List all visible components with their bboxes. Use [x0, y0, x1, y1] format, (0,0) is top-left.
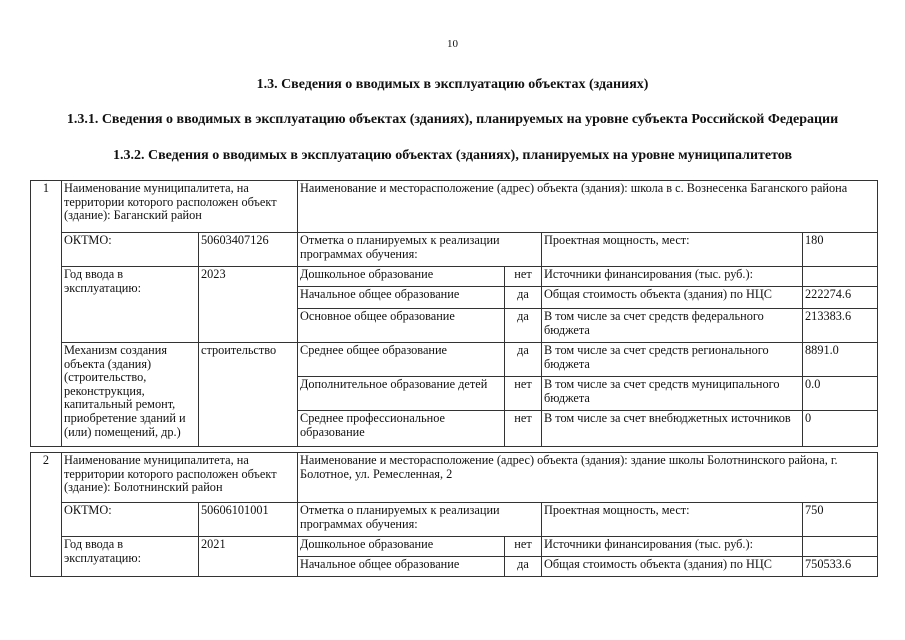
object-name-cell: Наименование и месторасположение (адрес) объекта (здания): школа в с. Вознесенка Баганского района	[298, 181, 878, 233]
program-flag: да	[505, 343, 542, 377]
program-flag: нет	[505, 411, 542, 447]
program-name: Начальное общее образование	[298, 287, 505, 309]
capacity-label: Проектная мощность, мест:	[542, 503, 803, 537]
year-label: Год ввода в эксплуатацию:	[62, 267, 199, 343]
financing-value: 8891.0	[803, 343, 878, 377]
program-row	[31, 343, 878, 377]
programs-label: Отметка о планируемых к реализации программах обучения:	[298, 503, 542, 537]
financing-label: В том числе за счет средств муниципального бюджета	[542, 377, 803, 411]
objects-table	[30, 180, 878, 447]
mechanism-label: Механизм создания объекта (здания) (строительство, реконструкция, капитальный ремонт, приобретение зданий и (или) помещений, др.)	[62, 343, 199, 447]
financing-label: В том числе за счет средств регионального бюджета	[542, 343, 803, 377]
year-value: 2021	[199, 537, 298, 577]
program-name: Среднее общее образование	[298, 343, 505, 377]
program-name: Дошкольное образование	[298, 267, 505, 287]
object-name-cell: Наименование и месторасположение (адрес) объекта (здания): здание школы Болотнинского района, г. Болотное, ул. Ремесленная, 2	[298, 453, 878, 503]
financing-value: 213383.6	[803, 309, 878, 343]
financing-label: Источники финансирования (тыс. руб.):	[542, 537, 803, 557]
object-number: 2	[31, 453, 62, 577]
section-heading-1-3-2: 1.3.2. Сведения о вводимых в эксплуатацию объектах (зданиях), планируемых на уровне муниципалитетов	[112, 148, 793, 163]
municipality-cell: Наименование муниципалитета, на территории которого расположен объект (здание): Болотнинский район	[62, 453, 298, 503]
object-number: 1	[31, 181, 62, 447]
program-flag: да	[505, 309, 542, 343]
program-flag: нет	[505, 377, 542, 411]
programs-label: Отметка о планируемых к реализации программах обучения:	[298, 233, 542, 267]
financing-value: 0	[803, 411, 878, 447]
year-label: Год ввода в эксплуатацию:	[62, 537, 199, 577]
capacity-value: 750	[803, 503, 878, 537]
financing-label: Общая стоимость объекта (здания) по НЦС	[542, 557, 803, 577]
oktmo-value: 50603407126	[199, 233, 298, 267]
program-row	[31, 267, 878, 287]
object-2-header-row	[31, 453, 878, 503]
year-value: 2023	[199, 267, 298, 343]
objects-table-continued	[30, 452, 878, 577]
program-name: Основное общее образование	[298, 309, 505, 343]
capacity-label: Проектная мощность, мест:	[542, 233, 803, 267]
oktmo-value: 50606101001	[199, 503, 298, 537]
object-1-oktmo-row	[31, 233, 878, 267]
oktmo-label: ОКТМО:	[62, 503, 199, 537]
financing-label: В том числе за счет внебюджетных источников	[542, 411, 803, 447]
program-flag: нет	[505, 267, 542, 287]
financing-value: 0.0	[803, 377, 878, 411]
oktmo-label: ОКТМО:	[62, 233, 199, 267]
financing-value: 222274.6	[803, 287, 878, 309]
mechanism-value: строительство	[199, 343, 298, 447]
program-name: Среднее профессиональное образование	[298, 411, 505, 447]
municipality-cell: Наименование муниципалитета, на территории которого расположен объект (здание): Баганский район	[62, 181, 298, 233]
object-2-oktmo-row	[31, 503, 878, 537]
program-row	[31, 537, 878, 557]
program-name: Дошкольное образование	[298, 537, 505, 557]
program-name: Дополнительное образование детей	[298, 377, 505, 411]
object-1-header-row	[31, 181, 878, 233]
financing-label: Источники финансирования (тыс. руб.):	[542, 267, 803, 287]
page-number: 10	[447, 38, 458, 50]
capacity-value: 180	[803, 233, 878, 267]
program-flag: нет	[505, 537, 542, 557]
program-flag: да	[505, 287, 542, 309]
financing-label: Общая стоимость объекта (здания) по НЦС	[542, 287, 803, 309]
program-name: Начальное общее образование	[298, 557, 505, 577]
financing-label: В том числе за счет средств федерального бюджета	[542, 309, 803, 343]
financing-value	[803, 537, 878, 557]
program-flag: да	[505, 557, 542, 577]
financing-value: 750533.6	[803, 557, 878, 577]
section-heading-1-3: 1.3. Сведения о вводимых в эксплуатацию объектах (зданиях)	[256, 77, 649, 92]
section-heading-1-3-1: 1.3.1. Сведения о вводимых в эксплуатацию объектах (зданиях), планируемых на уровне субъекта Российской Федерации	[66, 112, 839, 127]
financing-value	[803, 267, 878, 287]
